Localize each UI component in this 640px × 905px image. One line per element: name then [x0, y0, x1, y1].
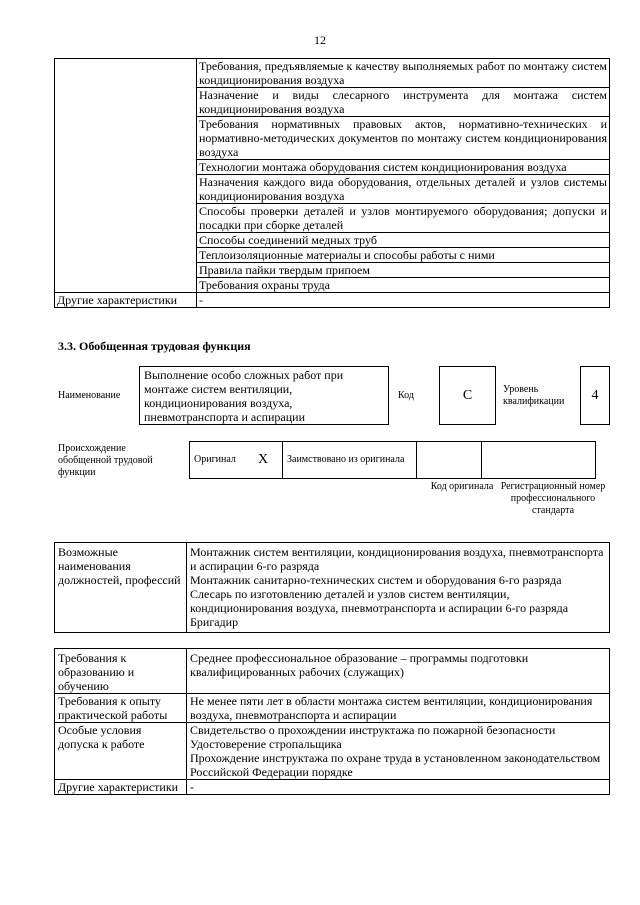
table-row — [190, 442, 596, 479]
experience-label: Требования к опыту практической работы — [55, 694, 187, 723]
borrowed-label: Заимствовано из оригинала — [283, 442, 417, 479]
level-label: Уровень квалификации — [503, 384, 565, 407]
code-label: Код — [398, 390, 414, 401]
admission-line: Свидетельство о прохождении инструктажа по пожарной безопасности — [190, 723, 556, 737]
other-characteristics-label: Другие характеристики — [55, 293, 197, 308]
table-row — [55, 59, 610, 88]
table-row — [55, 780, 610, 795]
other-value: - — [187, 780, 610, 795]
education-label: Требования к образованию и обучению — [55, 649, 187, 694]
admission-line: Удостоверение стропальщика — [190, 737, 342, 751]
original-mark: X — [244, 442, 283, 479]
name-label: Наименование — [58, 390, 121, 401]
page-number: 12 — [314, 33, 326, 47]
table-cell: Технологии монтажа оборудования систем кондиционирования воздуха — [197, 160, 610, 175]
positions-values — [187, 543, 610, 633]
table-cell: Способы проверки деталей и узлов монтируемого оборудования; допуски и посадки при сборке деталей — [197, 204, 610, 233]
code-original-cell — [417, 442, 482, 479]
table-cell: Требования, предъявляемые к качеству выполняемых работ по монтажу систем кондиционирования воздуха — [197, 59, 610, 88]
admission-label: Особые условия допуска к работе — [55, 723, 187, 780]
education-value: Среднее профессиональное образование – программы подготовки квалифицированных рабочих (служащих) — [187, 649, 610, 694]
admission-values — [187, 723, 610, 780]
reg-number-cell — [482, 442, 596, 479]
section-title: 3.3. Обобщенная трудовая функция — [58, 339, 251, 353]
table-row — [55, 649, 610, 694]
requirements-table — [54, 648, 610, 795]
code-value-box: C — [439, 366, 496, 425]
table-cell: Теплоизоляционные материалы и способы работы с ними — [197, 248, 610, 263]
table-cell: Способы соединений медных труб — [197, 233, 610, 248]
knowledge-table — [54, 58, 610, 308]
table-row — [55, 723, 610, 780]
level-value-box: 4 — [580, 366, 610, 425]
positions-table — [54, 542, 610, 633]
reg-number-caption: Регистрационный номер профессионального стандарта — [500, 481, 606, 516]
position-line: Монтажник систем вентиляции, кондиционирования воздуха, пневмотранспорта и аспирации 6-го разряда — [190, 545, 604, 573]
origin-table — [189, 441, 596, 479]
table-row — [55, 694, 610, 723]
table-cell: Требования нормативных правовых актов, нормативно-технических и нормативно-методических документов по монтажу систем кондиционирования воздуха — [197, 117, 610, 160]
position-line: Бригадир — [190, 615, 239, 629]
position-line: Слесарь по изготовлению деталей и узлов систем вентиляции, кондиционирования воздуха, пневмотранспорта и аспирации 6-го разряда — [190, 587, 569, 615]
positions-label: Возможные наименования должностей, профессий — [55, 543, 187, 633]
table-cell: Требования охраны труда — [197, 278, 610, 293]
original-label: Оригинал — [190, 442, 245, 479]
origin-label: Происхождение обобщенной трудовой функции — [58, 443, 153, 478]
function-name-box: Выполнение особо сложных работ при монтаже систем вентиляции, кондиционирования воздуха, пневмотранспорта и аспирации — [139, 366, 389, 425]
other-label: Другие характеристики — [55, 780, 187, 795]
table-cell: Назначение и виды слесарного инструмента для монтажа систем кондиционирования воздуха — [197, 88, 610, 117]
position-line: Монтажник санитарно-технических систем и оборудования 6-го разряда — [190, 573, 562, 587]
experience-value: Не менее пяти лет в области монтажа систем вентиляции, кондиционирования воздуха, пневмотранспорта и аспирации — [187, 694, 610, 723]
other-characteristics-value: - — [197, 293, 610, 308]
table-cell-empty — [55, 59, 197, 293]
table-cell: Правила пайки твердым припоем — [197, 263, 610, 278]
admission-line: Прохождение инструктажа по охране труда в установленном законодательством Российской Федерации порядке — [190, 751, 601, 779]
table-row — [55, 293, 610, 308]
table-row — [55, 543, 610, 633]
table-cell: Назначения каждого вида оборудования, отдельных деталей и узлов системы кондиционирования воздуха — [197, 175, 610, 204]
code-original-caption: Код оригинала — [430, 481, 494, 492]
